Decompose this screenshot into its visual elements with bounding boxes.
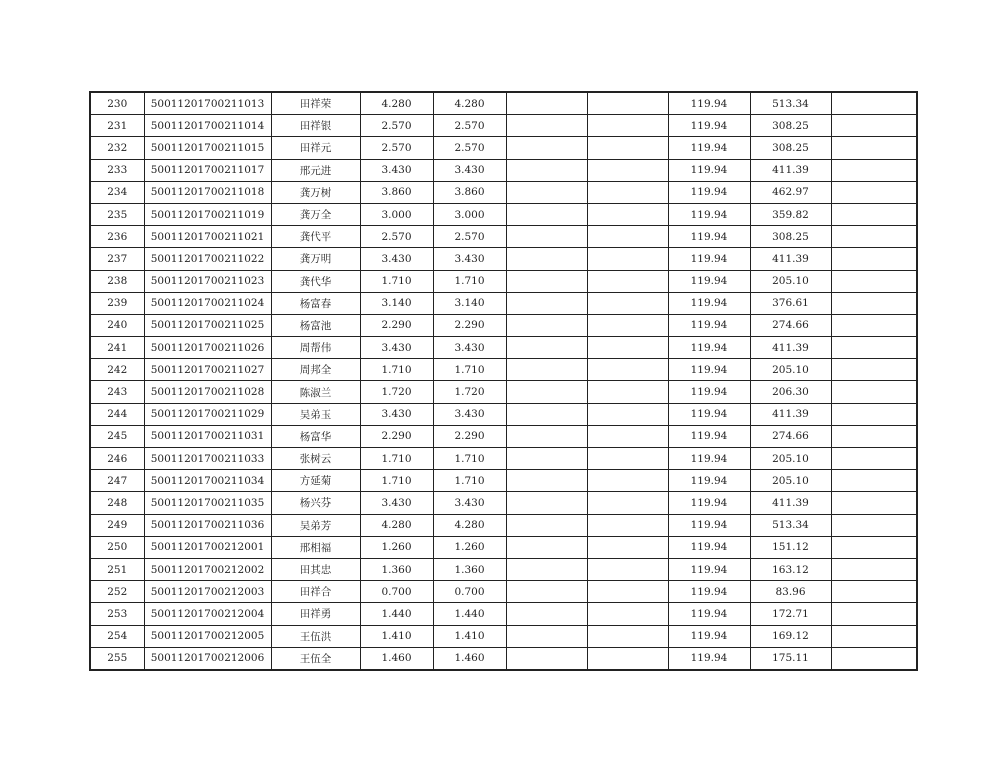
row-number-cell: 237 — [90, 248, 144, 270]
household-code-cell: 50011201700211013 — [144, 92, 271, 115]
confirmed-area-cell: 3.430 — [433, 248, 506, 270]
blank-cell — [587, 381, 668, 403]
row-number-cell: 242 — [90, 359, 144, 381]
confirmed-area-cell: 4.280 — [433, 514, 506, 536]
blank-cell — [506, 248, 587, 270]
row-number-cell: 238 — [90, 270, 144, 292]
household-name-cell: 杨富春 — [271, 292, 360, 314]
table-row — [90, 470, 917, 492]
remarks-cell — [831, 314, 917, 336]
confirmed-area-cell: 2.290 — [433, 314, 506, 336]
unit-price-cell: 119.94 — [668, 115, 750, 137]
area-cell: 3.430 — [360, 248, 433, 270]
table-row — [90, 647, 917, 670]
area-cell: 1.410 — [360, 625, 433, 647]
unit-price-cell: 119.94 — [668, 181, 750, 203]
household-name-cell: 杨富华 — [271, 425, 360, 447]
remarks-cell — [831, 536, 917, 558]
household-name-cell: 王伍全 — [271, 647, 360, 670]
household-name-cell: 陈淑兰 — [271, 381, 360, 403]
confirmed-area-cell: 1.260 — [433, 536, 506, 558]
household-code-cell: 50011201700211031 — [144, 425, 271, 447]
blank-cell — [587, 359, 668, 381]
confirmed-area-cell: 3.860 — [433, 181, 506, 203]
household-code-cell: 50011201700211021 — [144, 226, 271, 248]
amount-cell: 163.12 — [750, 558, 831, 580]
confirmed-area-cell: 3.430 — [433, 403, 506, 425]
household-code-cell: 50011201700211025 — [144, 314, 271, 336]
table-row — [90, 514, 917, 536]
row-number-cell: 249 — [90, 514, 144, 536]
household-code-cell: 50011201700212001 — [144, 536, 271, 558]
blank-cell — [506, 448, 587, 470]
blank-cell — [506, 647, 587, 670]
table-row — [90, 270, 917, 292]
remarks-cell — [831, 492, 917, 514]
unit-price-cell: 119.94 — [668, 270, 750, 292]
row-number-cell: 251 — [90, 558, 144, 580]
amount-cell: 411.39 — [750, 403, 831, 425]
amount-cell: 274.66 — [750, 314, 831, 336]
amount-cell: 359.82 — [750, 203, 831, 225]
remarks-cell — [831, 203, 917, 225]
area-cell: 1.710 — [360, 359, 433, 381]
table-row — [90, 403, 917, 425]
blank-cell — [587, 337, 668, 359]
unit-price-cell: 119.94 — [668, 558, 750, 580]
confirmed-area-cell: 4.280 — [433, 92, 506, 115]
household-code-cell: 50011201700211036 — [144, 514, 271, 536]
blank-cell — [506, 203, 587, 225]
household-code-cell: 50011201700211034 — [144, 470, 271, 492]
amount-cell: 169.12 — [750, 625, 831, 647]
row-number-cell: 239 — [90, 292, 144, 314]
remarks-cell — [831, 292, 917, 314]
household-code-cell: 50011201700211035 — [144, 492, 271, 514]
table-row — [90, 425, 917, 447]
blank-cell — [587, 115, 668, 137]
amount-cell: 376.61 — [750, 292, 831, 314]
row-number-cell: 246 — [90, 448, 144, 470]
blank-cell — [587, 581, 668, 603]
household-name-cell: 邢相福 — [271, 536, 360, 558]
row-number-cell: 247 — [90, 470, 144, 492]
remarks-cell — [831, 425, 917, 447]
blank-cell — [506, 536, 587, 558]
area-cell: 1.720 — [360, 381, 433, 403]
blank-cell — [506, 181, 587, 203]
blank-cell — [506, 558, 587, 580]
household-name-cell: 杨兴芬 — [271, 492, 360, 514]
blank-cell — [587, 625, 668, 647]
remarks-cell — [831, 403, 917, 425]
household-code-cell: 50011201700212002 — [144, 558, 271, 580]
household-code-cell: 50011201700211018 — [144, 181, 271, 203]
blank-cell — [506, 603, 587, 625]
unit-price-cell: 119.94 — [668, 492, 750, 514]
table-row — [90, 381, 917, 403]
household-code-cell: 50011201700211033 — [144, 448, 271, 470]
unit-price-cell: 119.94 — [668, 647, 750, 670]
confirmed-area-cell: 1.460 — [433, 647, 506, 670]
blank-cell — [587, 203, 668, 225]
confirmed-area-cell: 0.700 — [433, 581, 506, 603]
confirmed-area-cell: 1.710 — [433, 470, 506, 492]
blank-cell — [506, 314, 587, 336]
household-name-cell: 周邦全 — [271, 359, 360, 381]
blank-cell — [587, 558, 668, 580]
unit-price-cell: 119.94 — [668, 359, 750, 381]
remarks-cell — [831, 581, 917, 603]
remarks-cell — [831, 625, 917, 647]
unit-price-cell: 119.94 — [668, 203, 750, 225]
remarks-cell — [831, 226, 917, 248]
remarks-cell — [831, 248, 917, 270]
unit-price-cell: 119.94 — [668, 314, 750, 336]
confirmed-area-cell: 1.710 — [433, 448, 506, 470]
table-row — [90, 226, 917, 248]
blank-cell — [587, 425, 668, 447]
table-row — [90, 337, 917, 359]
blank-cell — [506, 514, 587, 536]
area-cell: 4.280 — [360, 92, 433, 115]
row-number-cell: 236 — [90, 226, 144, 248]
household-code-cell: 50011201700211029 — [144, 403, 271, 425]
row-number-cell: 248 — [90, 492, 144, 514]
blank-cell — [587, 159, 668, 181]
amount-cell: 308.25 — [750, 226, 831, 248]
household-name-cell: 龚万树 — [271, 181, 360, 203]
area-cell: 3.860 — [360, 181, 433, 203]
unit-price-cell: 119.94 — [668, 248, 750, 270]
amount-cell: 83.96 — [750, 581, 831, 603]
remarks-cell — [831, 558, 917, 580]
area-cell: 3.000 — [360, 203, 433, 225]
household-name-cell: 田祥元 — [271, 137, 360, 159]
blank-cell — [506, 159, 587, 181]
unit-price-cell: 119.94 — [668, 581, 750, 603]
table-row — [90, 448, 917, 470]
remarks-cell — [831, 470, 917, 492]
row-number-cell: 243 — [90, 381, 144, 403]
household-name-cell: 田祥勇 — [271, 603, 360, 625]
remarks-cell — [831, 647, 917, 670]
unit-price-cell: 119.94 — [668, 159, 750, 181]
confirmed-area-cell: 1.720 — [433, 381, 506, 403]
blank-cell — [587, 137, 668, 159]
household-name-cell: 龚万全 — [271, 203, 360, 225]
row-number-cell: 233 — [90, 159, 144, 181]
remarks-cell — [831, 115, 917, 137]
household-name-cell: 龚万明 — [271, 248, 360, 270]
row-number-cell: 235 — [90, 203, 144, 225]
blank-cell — [587, 292, 668, 314]
area-cell: 1.710 — [360, 448, 433, 470]
area-cell: 1.440 — [360, 603, 433, 625]
table-row — [90, 359, 917, 381]
table-row — [90, 581, 917, 603]
blank-cell — [587, 181, 668, 203]
household-name-cell: 张树云 — [271, 448, 360, 470]
blank-cell — [587, 603, 668, 625]
table-row — [90, 314, 917, 336]
blank-cell — [506, 625, 587, 647]
unit-price-cell: 119.94 — [668, 92, 750, 115]
area-cell: 2.570 — [360, 115, 433, 137]
blank-cell — [506, 92, 587, 115]
confirmed-area-cell: 1.440 — [433, 603, 506, 625]
household-code-cell: 50011201700211027 — [144, 359, 271, 381]
remarks-cell — [831, 159, 917, 181]
area-cell: 0.700 — [360, 581, 433, 603]
amount-cell: 205.10 — [750, 470, 831, 492]
blank-cell — [587, 514, 668, 536]
blank-cell — [587, 492, 668, 514]
row-number-cell: 240 — [90, 314, 144, 336]
household-code-cell: 50011201700212003 — [144, 581, 271, 603]
area-cell: 1.460 — [360, 647, 433, 670]
amount-cell: 308.25 — [750, 137, 831, 159]
household-code-cell: 50011201700211022 — [144, 248, 271, 270]
amount-cell: 205.10 — [750, 270, 831, 292]
blank-cell — [587, 470, 668, 492]
household-name-cell: 吴弟玉 — [271, 403, 360, 425]
amount-cell: 151.12 — [750, 536, 831, 558]
area-cell: 3.430 — [360, 492, 433, 514]
blank-cell — [587, 448, 668, 470]
table-row — [90, 292, 917, 314]
household-code-cell: 50011201700211019 — [144, 203, 271, 225]
area-cell: 3.430 — [360, 337, 433, 359]
unit-price-cell: 119.94 — [668, 536, 750, 558]
row-number-cell: 255 — [90, 647, 144, 670]
blank-cell — [506, 137, 587, 159]
row-number-cell: 234 — [90, 181, 144, 203]
confirmed-area-cell: 1.410 — [433, 625, 506, 647]
area-cell: 1.710 — [360, 470, 433, 492]
row-number-cell: 245 — [90, 425, 144, 447]
unit-price-cell: 119.94 — [668, 337, 750, 359]
blank-cell — [587, 314, 668, 336]
area-cell: 3.430 — [360, 159, 433, 181]
remarks-cell — [831, 359, 917, 381]
table-row — [90, 92, 917, 115]
confirmed-area-cell: 3.000 — [433, 203, 506, 225]
remarks-cell — [831, 603, 917, 625]
row-number-cell: 244 — [90, 403, 144, 425]
household-code-cell: 50011201700211014 — [144, 115, 271, 137]
table-row — [90, 558, 917, 580]
amount-cell: 513.34 — [750, 514, 831, 536]
household-code-cell: 50011201700211023 — [144, 270, 271, 292]
area-cell: 2.570 — [360, 137, 433, 159]
unit-price-cell: 119.94 — [668, 425, 750, 447]
ledger-table — [89, 91, 918, 671]
unit-price-cell: 119.94 — [668, 514, 750, 536]
confirmed-area-cell: 1.710 — [433, 359, 506, 381]
household-name-cell: 王伍洪 — [271, 625, 360, 647]
amount-cell: 205.10 — [750, 448, 831, 470]
blank-cell — [587, 647, 668, 670]
table-row — [90, 159, 917, 181]
unit-price-cell: 119.94 — [668, 226, 750, 248]
confirmed-area-cell: 2.570 — [433, 115, 506, 137]
table-row — [90, 137, 917, 159]
unit-price-cell: 119.94 — [668, 137, 750, 159]
table-row — [90, 603, 917, 625]
area-cell: 3.140 — [360, 292, 433, 314]
row-number-cell: 232 — [90, 137, 144, 159]
area-cell: 4.280 — [360, 514, 433, 536]
blank-cell — [506, 359, 587, 381]
amount-cell: 206.30 — [750, 381, 831, 403]
table-row — [90, 536, 917, 558]
area-cell: 1.360 — [360, 558, 433, 580]
confirmed-area-cell: 3.140 — [433, 292, 506, 314]
amount-cell: 411.39 — [750, 248, 831, 270]
unit-price-cell: 119.94 — [668, 470, 750, 492]
amount-cell: 205.10 — [750, 359, 831, 381]
remarks-cell — [831, 137, 917, 159]
blank-cell — [506, 337, 587, 359]
table-row — [90, 115, 917, 137]
household-code-cell: 50011201700211024 — [144, 292, 271, 314]
amount-cell: 274.66 — [750, 425, 831, 447]
unit-price-cell: 119.94 — [668, 448, 750, 470]
household-name-cell: 吴弟芳 — [271, 514, 360, 536]
unit-price-cell: 119.94 — [668, 625, 750, 647]
area-cell: 1.710 — [360, 270, 433, 292]
table-row — [90, 492, 917, 514]
row-number-cell: 231 — [90, 115, 144, 137]
amount-cell: 513.34 — [750, 92, 831, 115]
household-code-cell: 50011201700212004 — [144, 603, 271, 625]
ledger-body — [90, 92, 917, 670]
blank-cell — [506, 403, 587, 425]
blank-cell — [587, 226, 668, 248]
blank-cell — [506, 381, 587, 403]
household-code-cell: 50011201700211028 — [144, 381, 271, 403]
blank-cell — [506, 270, 587, 292]
table-row — [90, 625, 917, 647]
confirmed-area-cell: 1.360 — [433, 558, 506, 580]
household-name-cell: 龚代平 — [271, 226, 360, 248]
remarks-cell — [831, 514, 917, 536]
table-row — [90, 181, 917, 203]
table-row — [90, 248, 917, 270]
remarks-cell — [831, 448, 917, 470]
row-number-cell: 254 — [90, 625, 144, 647]
blank-cell — [506, 226, 587, 248]
confirmed-area-cell: 2.570 — [433, 226, 506, 248]
confirmed-area-cell: 3.430 — [433, 492, 506, 514]
remarks-cell — [831, 270, 917, 292]
household-name-cell: 方延菊 — [271, 470, 360, 492]
area-cell: 2.570 — [360, 226, 433, 248]
household-name-cell: 田祥荣 — [271, 92, 360, 115]
household-code-cell: 50011201700211026 — [144, 337, 271, 359]
blank-cell — [506, 581, 587, 603]
amount-cell: 175.11 — [750, 647, 831, 670]
row-number-cell: 241 — [90, 337, 144, 359]
confirmed-area-cell: 2.570 — [433, 137, 506, 159]
unit-price-cell: 119.94 — [668, 292, 750, 314]
household-name-cell: 田祥合 — [271, 581, 360, 603]
row-number-cell: 230 — [90, 92, 144, 115]
household-name-cell: 周帮伟 — [271, 337, 360, 359]
blank-cell — [506, 292, 587, 314]
amount-cell: 172.71 — [750, 603, 831, 625]
unit-price-cell: 119.94 — [668, 381, 750, 403]
amount-cell: 411.39 — [750, 337, 831, 359]
household-name-cell: 龚代华 — [271, 270, 360, 292]
unit-price-cell: 119.94 — [668, 403, 750, 425]
confirmed-area-cell: 2.290 — [433, 425, 506, 447]
blank-cell — [506, 425, 587, 447]
household-code-cell: 50011201700212006 — [144, 647, 271, 670]
table-row — [90, 203, 917, 225]
remarks-cell — [831, 92, 917, 115]
remarks-cell — [831, 337, 917, 359]
blank-cell — [587, 536, 668, 558]
household-code-cell: 50011201700211015 — [144, 137, 271, 159]
blank-cell — [587, 248, 668, 270]
blank-cell — [587, 92, 668, 115]
confirmed-area-cell: 3.430 — [433, 159, 506, 181]
row-number-cell: 253 — [90, 603, 144, 625]
household-code-cell: 50011201700211017 — [144, 159, 271, 181]
confirmed-area-cell: 3.430 — [433, 337, 506, 359]
remarks-cell — [831, 381, 917, 403]
confirmed-area-cell: 1.710 — [433, 270, 506, 292]
blank-cell — [587, 403, 668, 425]
amount-cell: 462.97 — [750, 181, 831, 203]
area-cell: 2.290 — [360, 314, 433, 336]
amount-cell: 411.39 — [750, 492, 831, 514]
blank-cell — [506, 115, 587, 137]
row-number-cell: 250 — [90, 536, 144, 558]
blank-cell — [506, 492, 587, 514]
area-cell: 2.290 — [360, 425, 433, 447]
amount-cell: 308.25 — [750, 115, 831, 137]
blank-cell — [506, 470, 587, 492]
household-name-cell: 田祥银 — [271, 115, 360, 137]
household-code-cell: 50011201700212005 — [144, 625, 271, 647]
remarks-cell — [831, 181, 917, 203]
household-name-cell: 田其忠 — [271, 558, 360, 580]
unit-price-cell: 119.94 — [668, 603, 750, 625]
area-cell: 1.260 — [360, 536, 433, 558]
row-number-cell: 252 — [90, 581, 144, 603]
blank-cell — [587, 270, 668, 292]
area-cell: 3.430 — [360, 403, 433, 425]
household-name-cell: 邢元进 — [271, 159, 360, 181]
household-name-cell: 杨富池 — [271, 314, 360, 336]
amount-cell: 411.39 — [750, 159, 831, 181]
